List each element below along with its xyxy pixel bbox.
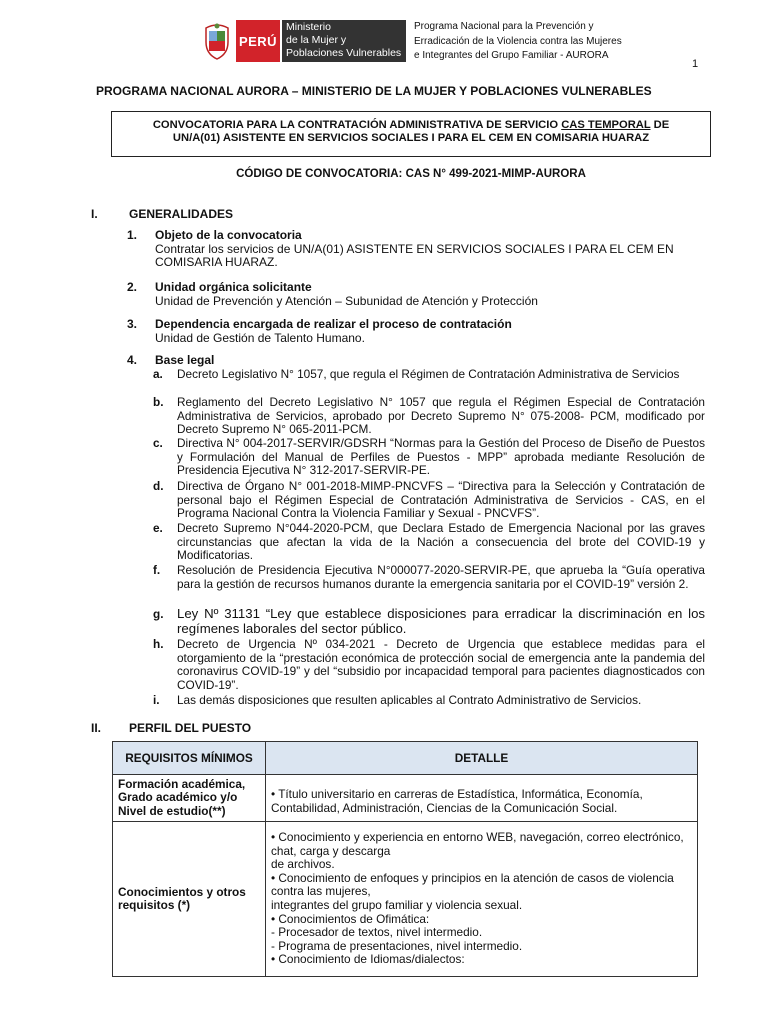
convocatoria-code: CÓDIGO DE CONVOCATORIA: CAS N° 499-2021-MIMP-AURORA [236, 168, 586, 180]
legal-item-g: g. Ley Nº 31131 “Ley que establece disposiciones para erradicar la discriminación en los regímenes laborales del sector público. [153, 606, 705, 637]
legal-item-h: h. Decreto de Urgencia Nº 034-2021 - Decreto de Urgencia que establece medidas para el otorgamiento de la “prestación económica de protección social de emergencia ante la pandemia del coronavirus COVID-19” y del “subsidio por incapacidad temporal para pacientes diagnosticados con COVID-19”. [153, 637, 705, 692]
coat-of-arms-icon [202, 22, 232, 60]
legal-item-c: c. Directiva N° 004-2017-SERVIR/GDSRH “Normas para la Gestión del Proceso de Diseño de Puestos y Formulación del Manual de Perfiles de Puestos - MPP” aprobada mediante Resolución de Presidencia Ejecutiva N° 312-2017-SERVIR-PE. [153, 436, 705, 478]
perfil-table [112, 741, 698, 977]
header-detalle: DETALLE [266, 742, 698, 775]
table-row [113, 822, 698, 977]
ministry-logo [282, 20, 406, 62]
row-requirement: Formación académica, Grado académico y/o Nivel de estudio(**) [113, 775, 266, 822]
program-name [414, 20, 714, 64]
row-requirement: Conocimientos y otros requisitos (*) [113, 822, 266, 977]
section-2-heading: II. PERFIL DEL PUESTO [91, 721, 252, 735]
page-number: 1 [692, 58, 699, 70]
ministry-line: Ministerio [286, 21, 331, 33]
ministry-line: de la Mujer y [286, 34, 347, 46]
row-detail: • Título universitario en carreras de Estadística, Informática, Economía, Contabilidad, Administración, Ciencias de la Comunicación Social. [266, 775, 698, 822]
program-line: e Integrantes del Grupo Familiar - AURORA [414, 50, 609, 61]
document-title: PROGRAMA NACIONAL AURORA – MINISTERIO DE LA MUJER Y POBLACIONES VULNERABLES [96, 84, 652, 98]
legal-item-b: b. Reglamento del Decreto Legislativo N° 1057 que regula el Régimen Especial de Contratación Administrativa de Servicios, aprobado por Decreto Supremo N° 075-2008- PCM, modificado por Decreto Supremo N° 065-2011-PCM. [153, 395, 705, 437]
page-header [196, 18, 716, 68]
table-header-row [113, 742, 698, 775]
program-line: Programa Nacional para la Prevención y [414, 21, 594, 32]
section-1-heading: I. GENERALIDADES [91, 207, 234, 221]
row-detail: • Conocimiento y experiencia en entorno WEB, navegación, correo electrónico, chat, carga y descarga de archivos. • Conocimiento de enfoques y principios en la atención de casos de violencia contra las mujeres, integrantes del grupo familiar y violencia sexual. • Conocimientos de Ofimática: - Procesador de textos, nivel intermedio. - Programa de presentaciones, nivel intermedio. • Conocimiento de Idiomas/dialectos: [266, 822, 698, 977]
table-row [113, 775, 698, 822]
legal-item-i: i. Las demás disposiciones que resulten aplicables al Contrato Administrativo de Servicios. [153, 693, 642, 707]
legal-item-f: f. Resolución de Presidencia Ejecutiva N°000077-2020-SERVIR-PE, que aprueba la “Guía operativa para la gestión de recursos humanos durante la emergencia sanitaria por el COVID-19” versión 2. [153, 563, 705, 591]
program-line: Erradicación de la Violencia contra las Mujeres [414, 35, 622, 47]
legal-item-d: d. Directiva de Órgano N° 001-2018-MIMP-PNCVFS – “Directiva para la Selección y Contratación de personal bajo el Régimen Especial de Contratación Administrativa de Servicios - CAS, en el Programa Nacional Contra la Violencia Familiar y Sexual - PNCVFS”. [153, 479, 705, 521]
header-requisitos: REQUISITOS MÍNIMOS [113, 742, 266, 775]
ministry-line: Poblaciones Vulnerables [286, 47, 402, 59]
convocatoria-line-1: CONVOCATORIA PARA LA CONTRATACIÓN ADMINISTRATIVA DE SERVICIO CAS TEMPORAL DE [152, 119, 670, 131]
item-objeto: 1. Objeto de la convocatoria Contratar los servicios de UN/A(01) ASISTENTE EN SERVICIOS SOCIALES I PARA EL CEM EN COMISARIA HUARAZ. [127, 228, 674, 270]
legal-item-e: e. Decreto Supremo N°044-2020-PCM, que Declara Estado de Emergencia Nacional por las graves circunstancias que afectan la vida de la Nación a consecuencia del brote del COVID-19 y Modificatorias. [153, 521, 705, 563]
item-unidad-organica: 2. Unidad orgánica solicitante Unidad de Prevención y Atención – Subunidad de Atención y Protección [127, 280, 538, 308]
item-dependencia: 3. Dependencia encargada de realizar el proceso de contratación Unidad de Gestión de Talento Humano. [127, 317, 512, 345]
convocatoria-box [111, 111, 711, 157]
item-base-legal: 4. Base legal [127, 353, 215, 367]
peru-logo: PERÚ [236, 20, 280, 62]
legal-item-a: a. Decreto Legislativo N° 1057, que regula el Régimen de Contratación Administrativa de Servicios [153, 367, 680, 381]
convocatoria-line-2: UN/A(01) ASISTENTE EN SERVICIOS SOCIALES I PARA EL CEM EN COMISARIA HUARAZ [172, 132, 650, 144]
cas-temporal-underlined: CAS TEMPORAL [561, 119, 651, 131]
